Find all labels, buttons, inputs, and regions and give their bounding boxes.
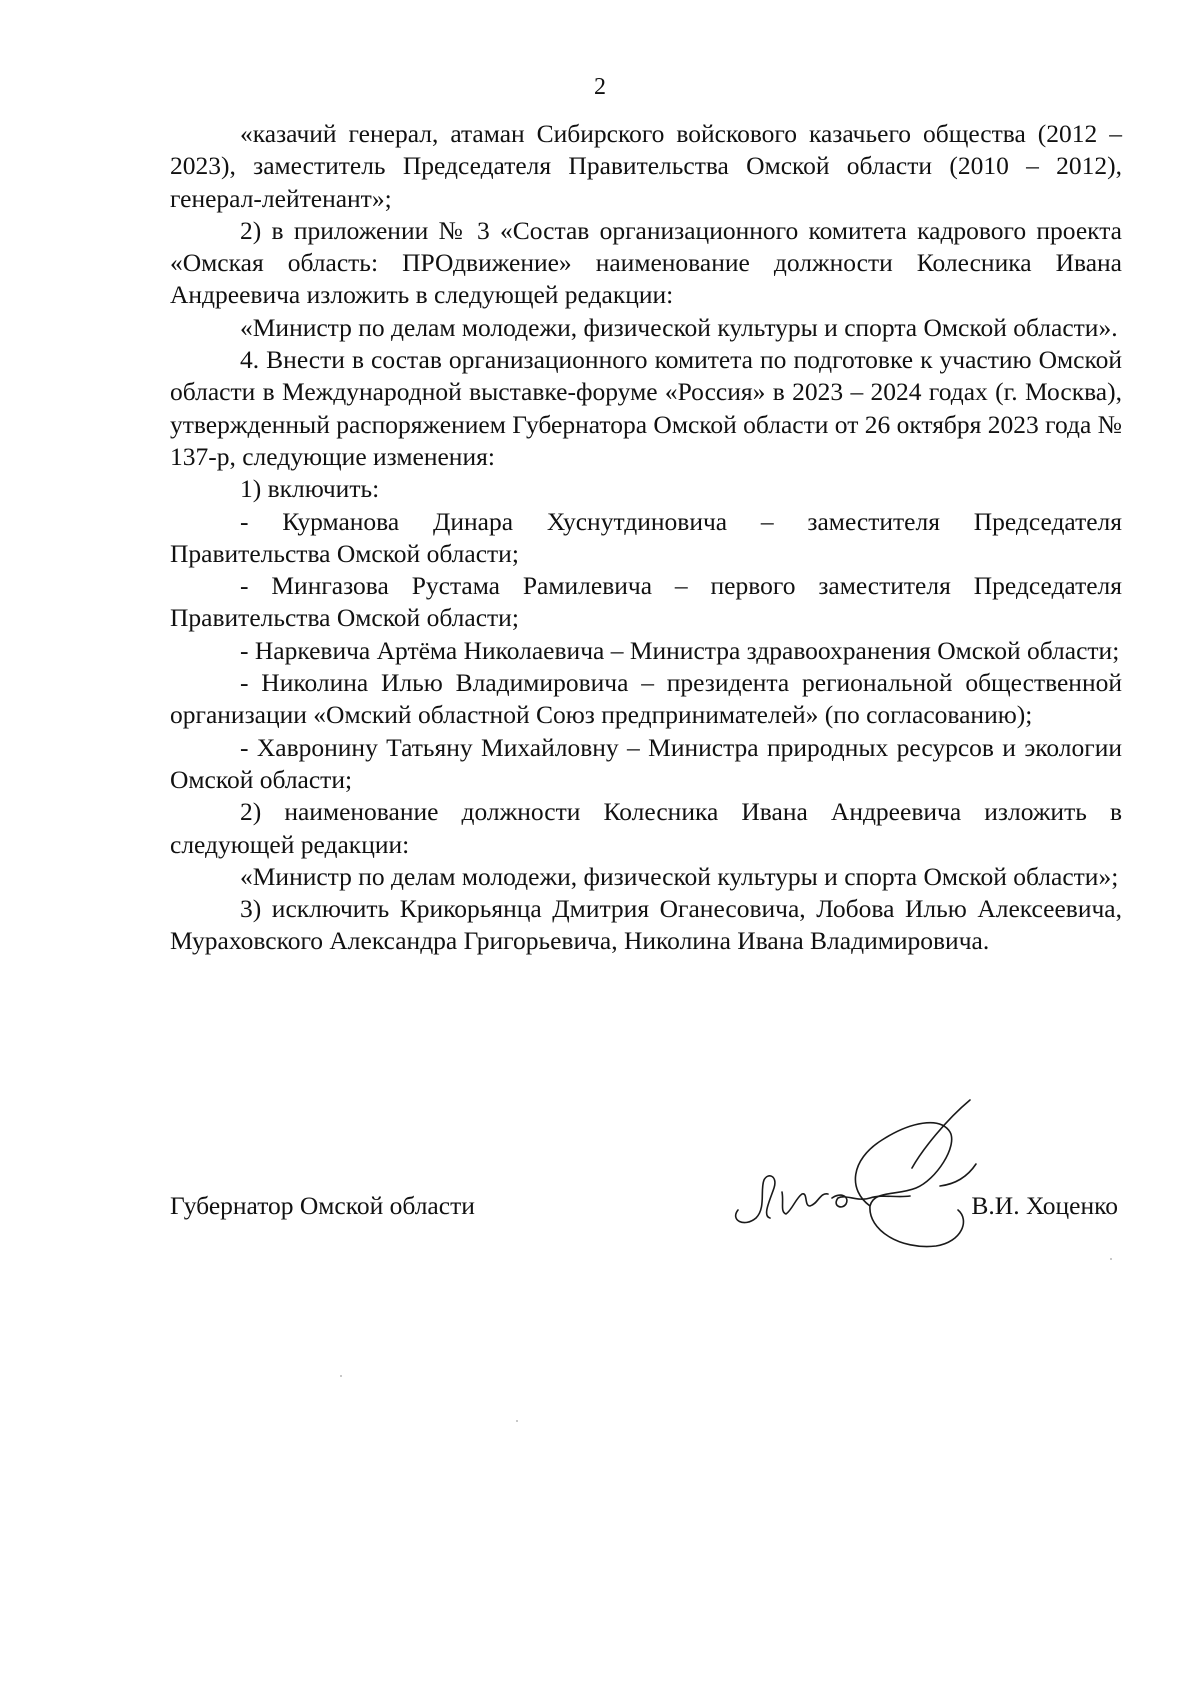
scan-speck xyxy=(1110,1258,1112,1260)
paragraph-appendix-3: 2) в приложении № 3 «Состав организационного комитета кадрового проекта «Омская область: ПРОдвижение» наименование должности Колесника Ивана Андреевича изложить в следующей редакции: xyxy=(170,215,1122,310)
list-item-narkevich: - Наркевича Артёма Николаевича – Министра здравоохранения Омской области; xyxy=(240,635,1120,665)
paragraph-item-4: 4. Внести в состав организационного комитета по подготовке к участию Омской области в Международной выставке-форуме «Россия» в 2023 – 2024 годах (г. Москва), утвержденный распоряжением Губернатора Омской области от 26 октября 2023 года № 137-р, следующие изменения: xyxy=(170,345,1122,471)
scan-speck xyxy=(340,1375,342,1377)
list-item-mingazov: - Мингазова Рустама Рамилевича – первого заместителя Председателя Правительства Омской области; xyxy=(170,571,1122,633)
list-item-kurmanov: - Курманова Динара Хуснутдиновича – заместителя Председателя Правительства Омской области; xyxy=(170,506,1122,568)
page-number: 2 xyxy=(594,74,606,100)
list-item-nikolin: - Николина Илью Владимировича – президента региональной общественной организации «Омский областной Союз предпринимателей» (по согласованию); xyxy=(170,668,1122,730)
paragraph-include: 1) включить: xyxy=(240,474,380,504)
paragraph-minister-title-1: «Министр по делам молодежи, физической культуры и спорта Омской области». xyxy=(240,312,1118,342)
list-item-khavronina: - Хавронину Татьяну Михайловну – Министра природных ресурсов и экологии Омской области; xyxy=(170,732,1122,794)
paragraph-minister-title-2: «Министр по делам молодежи, физической культуры и спорта Омской области»; xyxy=(240,861,1119,891)
paragraph-title-quote: «казачий генерал, атаман Сибирского войскового казачьего общества (2012 – 2023), заместитель Председателя Правительства Омской области (2010 – 2012), генерал-лейтенант»; xyxy=(170,119,1122,213)
paragraph-rename-position: 2) наименование должности Колесника Ивана Андреевича изложить в следующей редакции: xyxy=(170,797,1122,859)
paragraph-exclude: 3) исключить Крикорьянца Дмитрия Оганесовича, Лобова Илью Алексеевича, Мураховского Александра Григорьевича, Николина Ивана Владимировича. xyxy=(170,894,1122,956)
handwritten-signature xyxy=(700,1080,1030,1270)
scan-speck xyxy=(516,1420,518,1422)
governor-name: В.И. Хоценко xyxy=(971,1191,1118,1220)
document-body xyxy=(170,118,1122,958)
governor-title: Губернатор Омской области xyxy=(170,1191,475,1220)
